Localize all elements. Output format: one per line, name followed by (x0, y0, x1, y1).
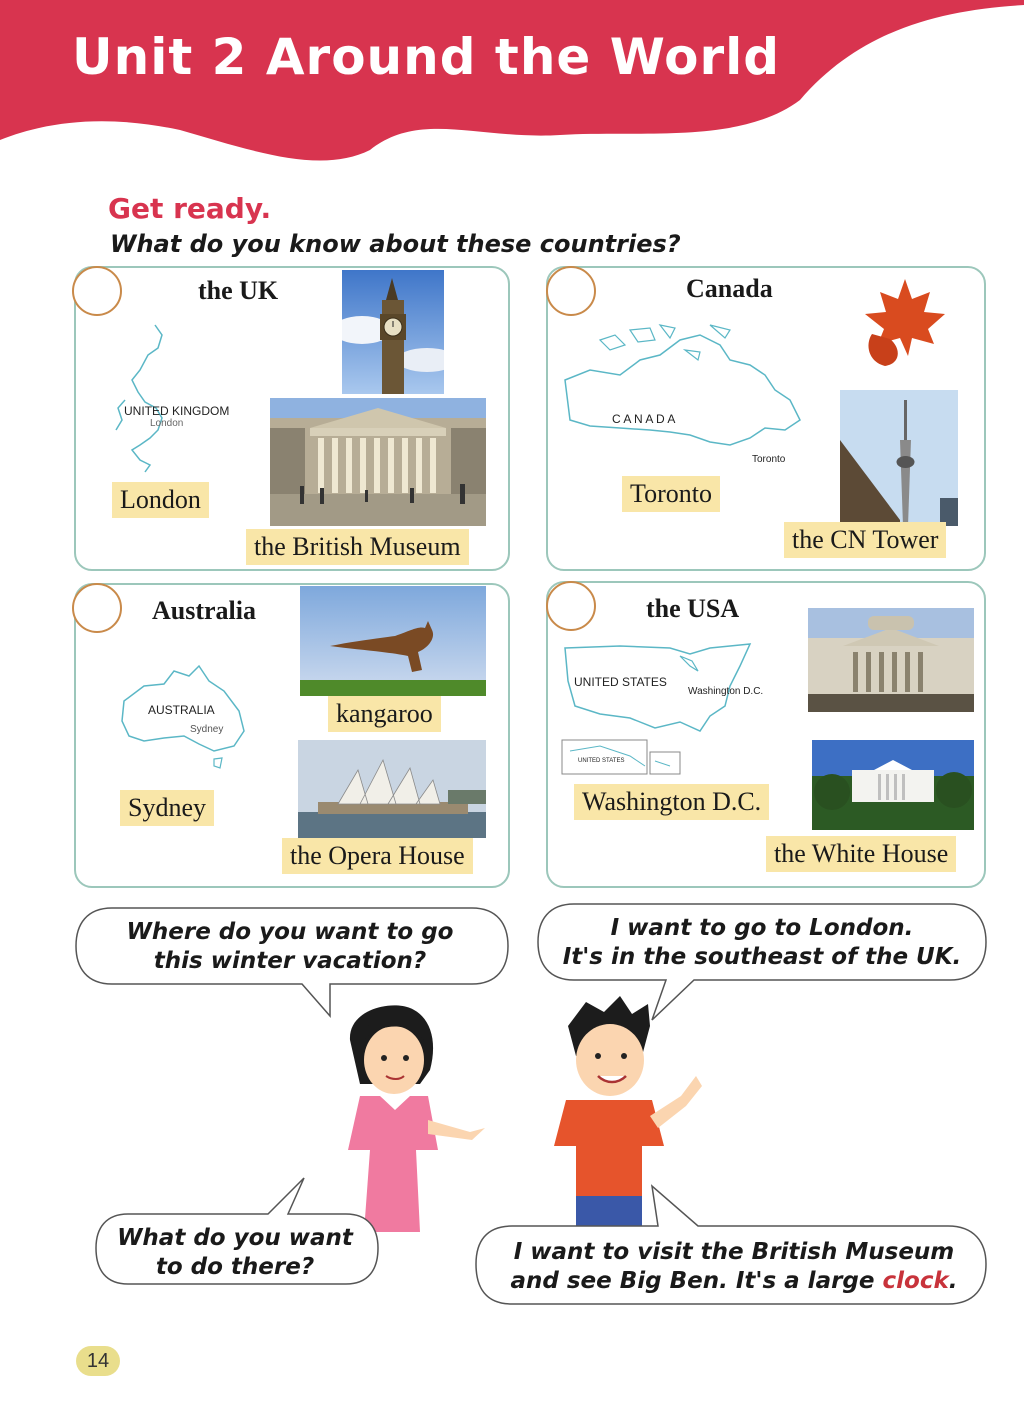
australia-map-city: Sydney (190, 724, 224, 735)
white-house-photo (812, 740, 974, 830)
intro-question: What do you know about these countries? (110, 230, 681, 258)
animal-label-kangaroo: kangaroo (328, 696, 441, 732)
answer-circle-canada[interactable] (546, 266, 596, 316)
header-banner-shape (0, 0, 1024, 175)
canada-map-label: C A N A D A (612, 412, 676, 426)
canada-map (560, 320, 810, 460)
answer-circle-uk[interactable] (72, 266, 122, 316)
australia-map-label: AUSTRALIA (148, 703, 215, 717)
uk-map (110, 320, 190, 480)
country-title-uk: the UK (198, 276, 279, 305)
page-number: 14 (76, 1346, 120, 1376)
girl-question-2: What do you want to do there? (117, 1225, 353, 1280)
answer-circle-australia[interactable] (72, 583, 122, 633)
get-ready-heading: Get ready. (108, 192, 272, 225)
boy-answer-2-line2: and see Big Ben. It's a large (510, 1268, 883, 1294)
capitol-building-photo (808, 608, 974, 712)
landmark-label-white-house: the White House (766, 836, 956, 872)
usa-map-label: UNITED STATES (574, 675, 667, 689)
uk-map-label: UNITED KINGDOM (124, 404, 230, 418)
highlight-word-clock: clock (882, 1268, 949, 1294)
opera-house-photo (298, 740, 486, 838)
british-museum-photo (270, 398, 486, 526)
maple-leaf-icon (850, 274, 955, 370)
girl-question-1: Where do you want to go this winter vacation? (126, 919, 454, 974)
boy-answer-1: I want to go to London. It's in the southeast of the UK. (562, 915, 962, 970)
landmark-label-cn-tower: the CN Tower (784, 522, 946, 558)
city-label-toronto: Toronto (622, 476, 720, 512)
kangaroo-photo (300, 586, 486, 696)
boy-answer-2: I want to visit the British Museum and see Big Ben. It's a large clock. (510, 1239, 958, 1294)
country-title-australia: Australia (152, 596, 256, 625)
landmark-label-british-museum: the British Museum (246, 529, 469, 565)
landmark-label-opera-house: the Opera House (282, 838, 473, 874)
country-title-canada: Canada (686, 274, 773, 303)
canada-map-city: Toronto (752, 454, 786, 465)
usa-map-city: Washington D.C. (688, 686, 764, 697)
usa-map-inset-label: UNITED STATES (578, 758, 625, 764)
unit-header (0, 0, 1024, 175)
country-title-usa: the USA (646, 594, 740, 623)
city-label-sydney: Sydney (120, 790, 214, 826)
cn-tower-photo (840, 390, 958, 526)
city-label-london: London (112, 482, 209, 518)
unit-title: Unit 2 Around the World (72, 28, 781, 86)
big-ben-photo (342, 270, 444, 394)
uk-map-city: London (150, 418, 184, 429)
city-label-washington: Washington D.C. (574, 784, 769, 820)
answer-circle-usa[interactable] (546, 581, 596, 631)
